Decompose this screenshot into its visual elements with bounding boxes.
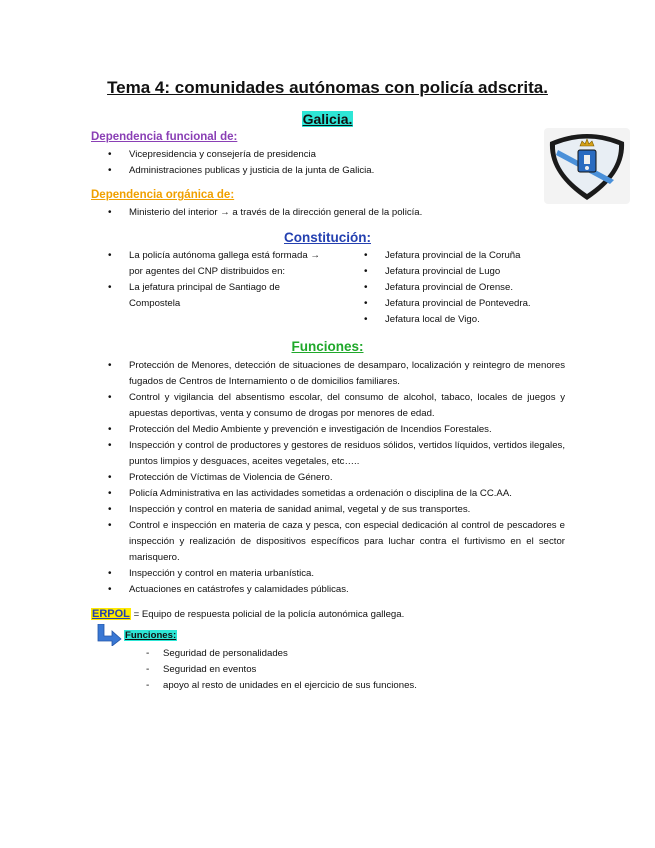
list-item: • Control e inspección en materia de caza y pesca, con especial dedicación al control de pescadores e inspección y realización de dispositivos específicos para luchar contra el furtivismo en el sector marisquero. [91,518,565,566]
list-item: - Seguridad de personalidades [91,646,511,662]
constitucion-heading: Constitución: [284,230,371,245]
list-item: • Ministerio del interior → a través de la dirección general de la policía. [91,205,511,221]
badge-graphic [544,128,630,204]
list-item: • Protección del Medio Ambiente y prevención e investigación de Incendios Forestales. [91,422,565,438]
erpol-definition-text: = Equipo de respuesta policial de la policía autonómica gallega. [130,609,405,620]
dependencia-organica-label: Dependencia orgánica de: [91,189,235,201]
list-item: • Policía Administrativa en las actividades sometidas a ordenación o disciplina de la CC.AA. [91,486,565,502]
galicia-police-badge-icon [544,128,630,204]
erpol-tag: ERPOL [92,608,130,620]
region-heading-text: Galicia. [302,111,353,127]
erpol-definition [91,606,571,623]
list-item: • Actuaciones en catástrofes y calamidades públicas. [91,582,565,598]
list-item: • Inspección y control en materia urbanística. [91,566,565,582]
list-item: • Administraciones publicas y justicia de la junta de Galicia. [91,163,511,179]
list-item: • Control y vigilancia del absentismo escolar, del consumo de alcohol, tabaco, locales de juegos y apuestas deportivas, venta y consumo de drogas por menores de edad. [91,390,565,422]
list-item: • Protección de Menores, detección de situaciones de desamparo, localización y reintegro de menores fugados de Centros de Internamiento o de domicilios familiares. [91,358,565,390]
constitucion-right-list [347,248,607,328]
list-item: • Jefatura local de Vigo. [347,312,607,328]
list-item: • Jefatura provincial de Lugo [347,264,607,280]
list-item: • Jefatura provincial de la Coruña [347,248,607,264]
list-item: • Jefatura provincial de Orense. [347,280,607,296]
dependencia-funcional-list [91,147,511,179]
list-item: - apoyo al resto de unidades en el ejercicio de sus funciones. [91,678,511,694]
list-item: • La policía autónoma gallega está formada → por agentes del CNP distribuidos en: [91,248,321,280]
funciones-list [91,358,565,598]
list-item: • Jefatura provincial de Pontevedra. [347,296,607,312]
erpol-funciones-label: Funciones: [125,630,177,641]
list-item: • Vicepresidencia y consejería de presidencia [91,147,511,163]
erpol-funciones-list [91,646,511,694]
list-item: • La jefatura principal de Santiago de Compostela [91,280,321,312]
region-heading [0,111,655,127]
funciones-heading: Funciones: [291,339,364,354]
constitucion-left-list [91,248,321,312]
dependencia-organica-list [91,205,511,221]
arrow-return-icon [96,624,122,646]
list-item: • Inspección y control en materia de sanidad animal, vegetal y de sus transportes. [91,502,565,518]
list-item: - Seguridad en eventos [91,662,511,678]
dependencia-funcional-label: Dependencia funcional de: [91,131,238,143]
list-item: • Protección de Víctimas de Violencia de Género. [91,470,565,486]
list-item: • Inspección y control de productores y gestores de residuos sólidos, vertidos líquidos, vertidos ilegales, puntos limpios y desguaces, aceites vegetales, etc….. [91,438,565,470]
page-title: Tema 4: comunidades autónomas con policía adscrita. [107,78,548,97]
